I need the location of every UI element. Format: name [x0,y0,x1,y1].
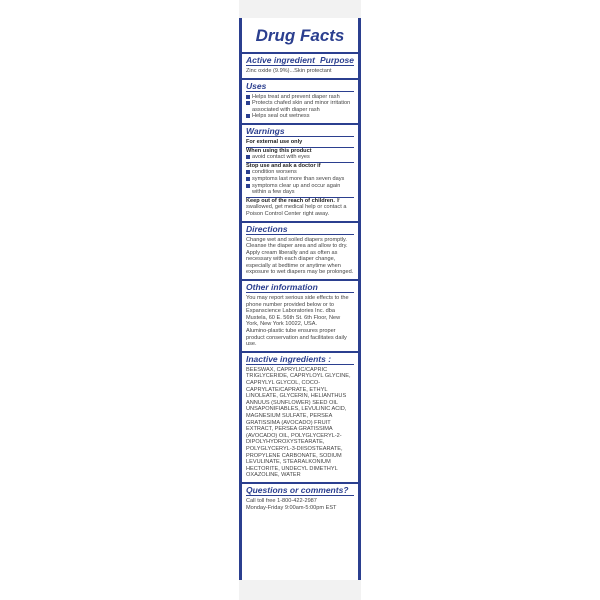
keep-out-text: Keep out of the reach of children. If swallowed, get medical help or contact a Poison Control Center right away. [246,197,354,218]
questions-heading: Questions or comments? [246,486,354,496]
bullet-icon [246,155,250,159]
inactive-ingredients-heading: Inactive ingredients : [246,355,354,365]
questions-phone: Call toll free 1-800-422-2987 [246,497,317,504]
warning-item: symptoms clear up and occur again within a few days [246,183,354,196]
active-ingredient-label: Active ingredient [246,55,315,65]
inactive-ingredients-section [242,351,358,482]
active-ingredient-text: Zinc oxide (9.9%)...Skin protectant [246,68,332,74]
uses-item: Protects chafed skin and minor irritation associated with diaper rash [246,100,354,113]
inactive-ingredients-text: BEESWAX, CAPRYLIC/CAPRIC TRIGLYCERIDE, CAPRYLOYL GLYCINE, CAPRYLYL GLYCOL, COCO-CAPRYLATE/CAPRATE, ETHYL LINOLEATE, GLYCERIN, HELIANTHUS ANNUUS (SUNFLOWER) SEED OIL UNSAPONIFIABLES, LEVULINIC ACID, MAGNESIUM SULFATE, PERSEA GRATISSIMA (AVOCADO) FRUIT EXTRACT, PERSEA GRATISSIMA (AVOCADO) OIL, POLYGLYCERYL-2-DIPOLYHYDROXYSTEARATE, POLYGLYCERYL-3-DIISOSTEARATE, PROPYLENE CARBONATE, SODIUM LEVULINATE, STEARALKONIUM HECTORITE, UNDECYL DIMETHYL OXAZOLINE, WATER [246,366,351,479]
warnings-section [242,123,358,221]
uses-section [242,78,358,123]
active-ingredient-section [242,52,358,78]
other-information-section [242,279,358,351]
when-using-heading: When using this product [246,147,354,155]
directions-heading: Directions [246,225,354,235]
top-background [239,0,361,18]
uses-heading: Uses [246,82,354,92]
directions-text: Change wet and soiled diapers promptly. Cleanse the diaper area and allow to dry. Apply cream liberally and as often as necessary with each diaper change, especially at bedtime or anytime when exposure to wet diapers may be prolonged. [246,236,354,276]
directions-section [242,221,358,280]
bullet-icon [246,101,250,105]
active-ingredient-heading [246,56,354,66]
bullet-icon [246,95,250,99]
purpose-label: Purpose [319,55,354,65]
drug-facts-title: Drug Facts [255,26,345,45]
bullet-icon [246,170,250,174]
uses-item: Helps treat and prevent diaper rash [246,94,354,101]
bottom-background [239,580,361,600]
other-information-heading: Other information [246,283,354,293]
warning-item: symptoms last more than seven days [246,176,354,183]
bullet-icon [246,114,250,118]
other-information-text: You may report serious side effects to the phone number provided below or to Expanscience Laboratories Inc. dba Mustela, 60 E. 56th St. 6th Floor, New York, New York 10022, USA. [246,295,349,328]
stop-use-heading: Stop use and ask a doctor if [246,162,354,170]
questions-section [242,482,358,514]
drug-facts-panel [239,18,361,580]
bullet-icon [246,177,250,181]
warnings-heading: Warnings [246,127,354,137]
warning-item: avoid contact with eyes [246,154,354,161]
bullet-icon [246,184,250,188]
external-use-text: For external use only [246,138,303,145]
other-information-text-2: Alumino-plastic tube ensures proper product conservation and facilitates daily use. [246,328,347,348]
questions-hours: Monday-Friday 9:00am-5:00pm EST [246,504,337,511]
uses-item: Helps seal out wetness [246,113,354,120]
warning-item: condition worsens [246,169,354,176]
